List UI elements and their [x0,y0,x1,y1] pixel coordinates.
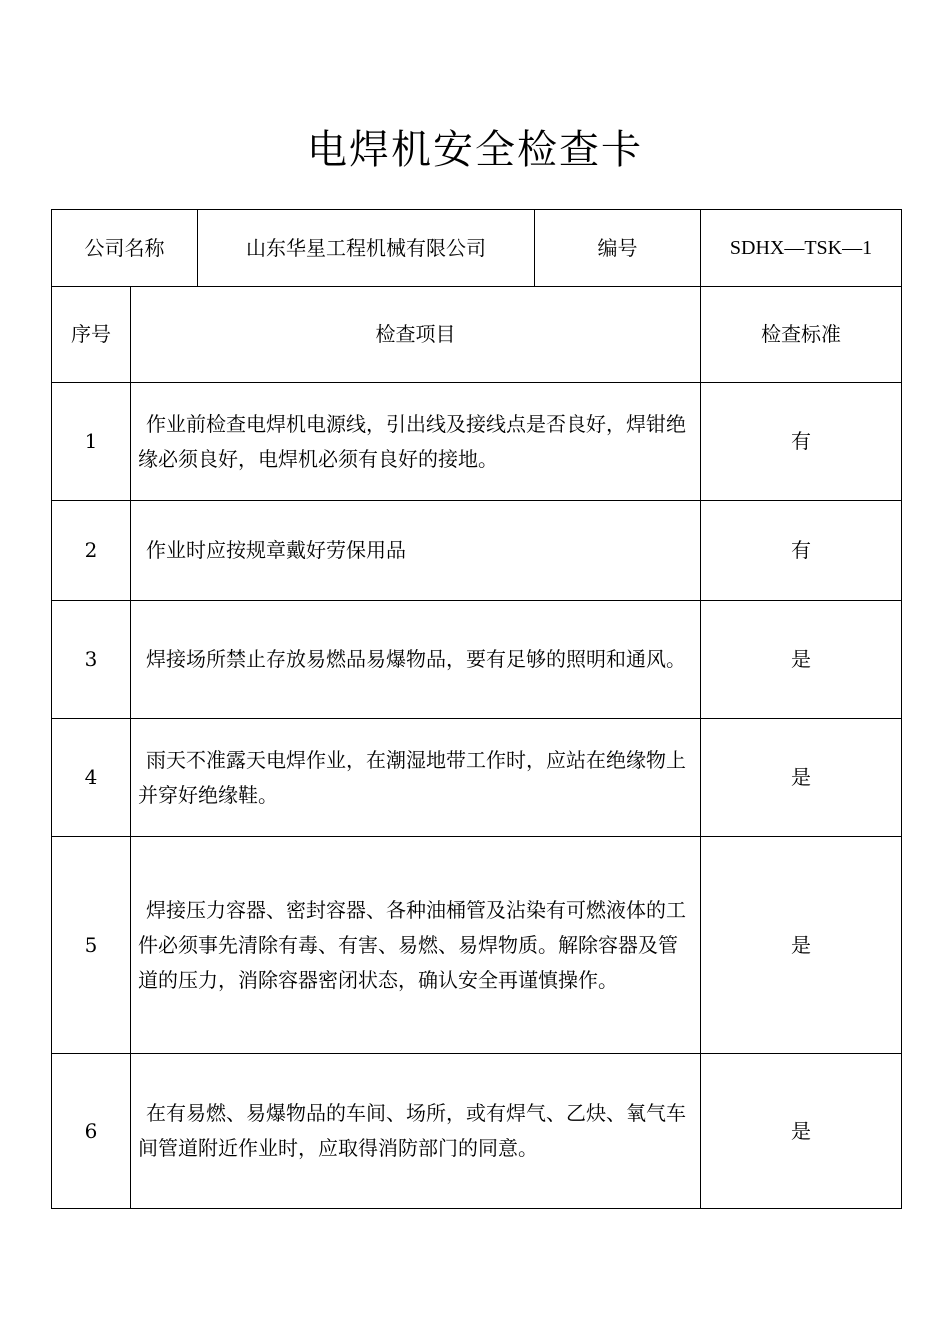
inspection-table [51,209,902,1209]
row-item [131,383,701,501]
row-standard: 是 [701,837,902,1054]
code-label: 编号 [535,210,701,287]
item-column-header: 检查项目 [131,287,701,383]
standard-column-header: 检查标准 [701,287,902,383]
row-seq: 6 [52,1054,131,1209]
row-item-text: 焊接压力容器、密封容器、各种油桶管及沾染有可燃液体的工件必须事先清除有毒、有害、易燃、易焊物质。解除容器及管道的压力，消除容器密闭状态，确认安全再谨慎操作。 [138,897,686,992]
document-title: 电焊机安全检查卡 [307,127,643,173]
row-item-text: 在有易燃、易爆物品的车间、场所，或有焊气、乙炔、氧气车间管道附近作业时，应取得消防部门的同意。 [138,1101,686,1160]
code-value: SDHX—TSK—1 [701,210,902,287]
seq-column-header: 序号 [52,287,131,383]
company-name-value: 山东华星工程机械有限公司 [198,210,535,287]
row-item-text: 雨天不准露天电焊作业，在潮湿地带工作时，应站在绝缘物上并穿好绝缘鞋。 [138,747,686,807]
table-row [52,601,902,719]
header-row [52,210,902,287]
row-item [131,1054,701,1209]
row-standard: 是 [701,601,902,719]
row-seq: 1 [52,383,131,501]
table-row [52,383,902,501]
row-standard: 是 [701,1054,902,1209]
row-seq: 4 [52,719,131,837]
column-header-row [52,287,902,383]
table-row [52,719,902,837]
row-seq: 3 [52,601,131,719]
row-item-text: 作业前检查电焊机电源线，引出线及接线点是否良好，焊钳绝缘必须良好，电焊机必须有良好的接地。 [138,411,686,471]
table-row [52,837,902,1054]
company-name-label: 公司名称 [52,210,198,287]
row-item [131,719,701,837]
row-seq: 5 [52,837,131,1054]
table-row [52,1054,902,1209]
row-seq: 2 [52,501,131,601]
row-standard: 有 [701,501,902,601]
row-item [131,837,701,1054]
table-row [52,501,902,601]
row-standard: 是 [701,719,902,837]
row-item-text: 焊接场所禁止存放易燃品易爆物品，要有足够的照明和通风。 [146,647,686,671]
row-item [131,601,701,719]
row-standard: 有 [701,383,902,501]
row-item-text: 作业时应按规章戴好劳保用品 [146,538,406,562]
row-item [131,501,701,601]
